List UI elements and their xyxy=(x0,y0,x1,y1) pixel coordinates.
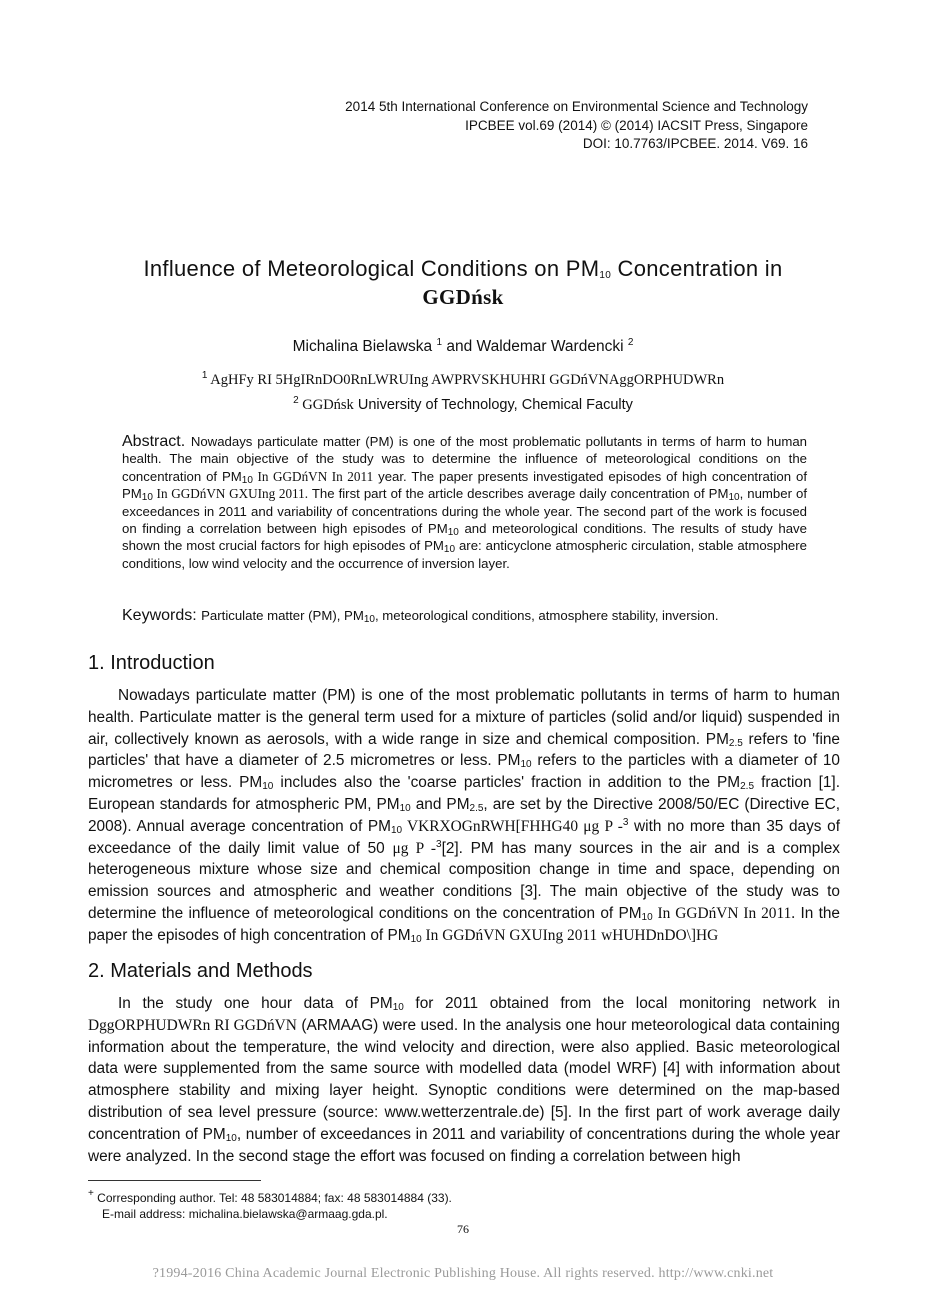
affiliations xyxy=(88,368,838,418)
footnote-divider xyxy=(88,1180,261,1181)
keywords-label: Keywords: xyxy=(122,607,202,624)
author-list: Michalina Bielawska $^1$ and Waldemar Wardencki $^2$ xyxy=(292,337,634,355)
abstract: Abstract. Nowadays particulate matter (PM) is one of the most problematic pollutants in terms of harm to human health. The main objective of the study was to determine the influence of meteorological conditions on the concentration of $PM_{10}$ In GGDńVN In 2011 year. The paper presents investigated episodes of high concentration of $PM_{10}$ In GGDńVN GXUIng 2011. The first part of the article describes average daily concentration of $PM_{10}$, number of exceedances in 2011 and variability of concentrations during the whole year. The second part of the work is focused on finding a correlation between high episodes of $PM_{10}$ and meteorological conditions. The results of study have shown the most crucial factors for high episodes of $PM_{10}$ are: anticyclone atmospheric circulation, stable atmosphere conditions, low wind velocity and the occurrence of inversion layer. xyxy=(122,433,808,571)
conference-header xyxy=(345,98,808,154)
introduction-body xyxy=(88,685,840,947)
affiliation-2: $^2$ GGDńsk University of Technology, Chemical Faculty xyxy=(293,395,633,413)
cnki-watermark: ?1994-2016 China Academic Journal Electronic Publishing House. All rights reserved. http://www.cnki.net xyxy=(152,1266,774,1281)
page-number: 76 xyxy=(457,1222,469,1236)
header-line-1: 2014 5th International Conference on Environmental Science and Technology xyxy=(345,99,808,114)
paragraph: In the study one hour data of $PM_{10}$ for 2011 obtained from the local monitoring network in DggORPHUDWRn RI GGDńVN (ARMAAG) were used. In the analysis one hour meteorological data containing information about the temperature, the wind velocity and direction, were also applied. Basic meteorological data were supplemented from the same source with modelled data (model WRF) [4] with information about atmosphere stability and mixing layer height. Synoptic conditions were determined on the map-based distribution of sea level pressure (source: www.wetterzentrale.de) [5]. In the first part of work average daily concentration of $PM_{10}$, number of exceedances in 2011 and variability of concentrations during the whole year were analyzed. In the second stage the effort was focused on finding a correlation between high xyxy=(88,995,841,1165)
footnote: + Corresponding author. Tel: 48 583014884; fax: 48 583014884 (33). E-mail address: michalina.bielawska@armaag.gda.pl. xyxy=(88,1188,452,1221)
materials-methods-body xyxy=(88,993,840,1167)
header-line-2: IPCBEE vol.69 (2014) © (2014) IACSIT Press, Singapore xyxy=(465,117,808,133)
paragraph: Nowadays particulate matter (PM) is one of the most problematic pollutants in terms of harm to human health. Particulate matter is the general term used for a mixture of particles (solid and/or liquid) suspended in air, collectively known as aerosols, with a wide range in size and chemical composition. $PM_{2.5}$ refers to 'fine particles' that have a diameter of 2.5 micrometres or less. $PM_{10}$ refers to the particles with a diameter of 10 micrometres or less. $PM_{10}$ includes also the 'coarse particles' fraction in addition to the $PM_{2.5}$ fraction [1]. European standards for atmospheric PM, $PM_{10}$ and $PM_{2.5}$, are set by the Directive 2008/50/EC (Directive EC, 2008). Annual average concentration of $PM_{10}$ VKRXOGnRWH[FHHG40 μg P -$^3$ with no more than 35 days of exceedance of the daily limit value of 50 μg P -$^3$[2]. PM has many sources in the air and is a complex heterogeneous mixture whose size and chemical composition change in time and space, depending on emission sources and atmospheric and weather conditions [3]. The main objective of the study was to determine the influence of meteorological conditions on the concentration of $PM_{10}$ In GGDńVN In 2011. In the paper the episodes of high concentration of $PM_{10}$ In GGDńVN GXUIng 2011 wHUHDnDO\]HG xyxy=(88,687,840,945)
header-line-3: DOI: 10.7763/IPCBEE. 2014. V69. 16 xyxy=(582,136,808,151)
section-heading-materials-methods: 2. Materials and Methods xyxy=(88,960,313,982)
abstract-label: Abstract. xyxy=(122,433,191,450)
keywords: Keywords: Particulate matter (PM), $PM_{10}$, meteorological conditions, atmosphere stability, inversion. xyxy=(122,607,719,625)
affiliation-1: $^1$ AgHFy RI 5HgIRnDO0RnLWRUIng AWPRVSKHUHRI GGDńVNAggORPHUDWRn xyxy=(201,370,725,388)
paper-title: Influence of Meteorological Conditions on $PM_{10}$ Concentration in GGDńsk xyxy=(143,256,783,309)
section-heading-introduction: 1. Introduction xyxy=(88,652,215,674)
